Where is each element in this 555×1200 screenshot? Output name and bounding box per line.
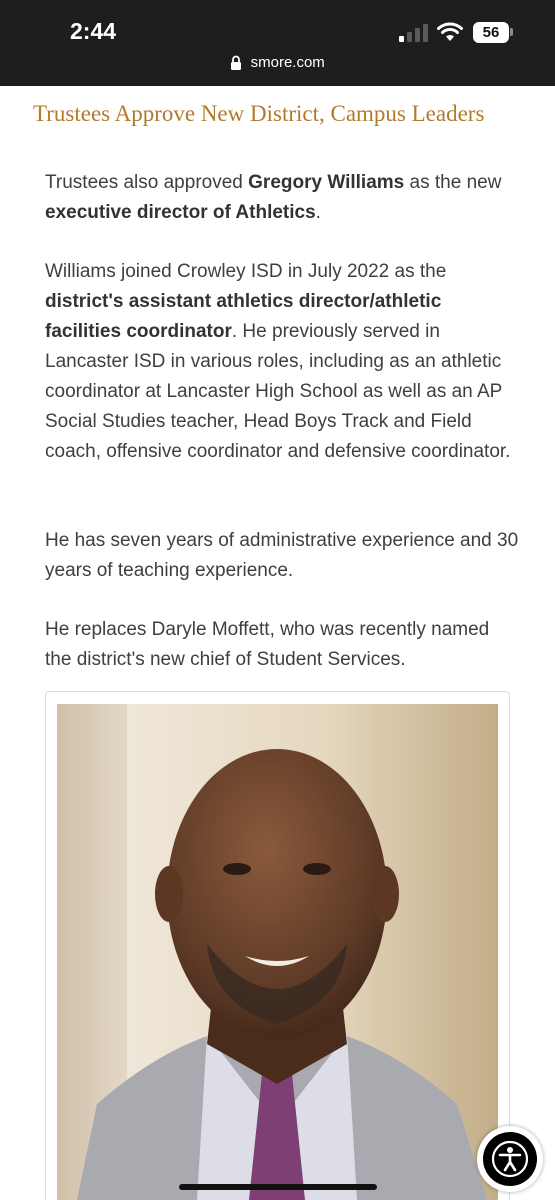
lock-icon [230,55,242,70]
text-run: Trustees also approved [45,172,249,193]
accessibility-button[interactable] [477,1126,543,1192]
text-run: as the new [404,172,502,193]
bold-title: executive director of Athletics [45,202,316,223]
battery-nub [510,28,513,36]
paragraph-experience: He has seven years of administrative experience and 30 years of teaching experience. [45,530,519,581]
bold-role: district's assistant athletics director/athletic facilities coordinator [45,291,442,342]
url-bar[interactable] [0,54,555,78]
accessibility-icon-bg [483,1132,537,1186]
battery-level: 56 [482,24,500,41]
cellular-signal-icon [399,24,429,42]
portrait-photo [57,704,498,1200]
status-bar [0,0,555,86]
paragraph-replaces: He replaces Daryle Moffett, who was recently named the district's new chief of Student Services. [45,619,490,670]
wifi-icon [437,22,463,42]
text-run: Williams joined Crowley ISD in July 2022 as the [45,261,447,282]
paragraph-background [45,257,520,467]
text-run: . He previously served in Lancaster ISD in various roles, including as an athletic coordinator at Lancaster High School as well as an AP Social Studies teacher, Head Boys Track and Field coach, offensive coordinator and defensive coordinator. [45,321,511,462]
paragraph-appointment [45,168,520,228]
article-headline: Trustees Approve New District, Campus Leaders [33,101,485,126]
bold-name: Gregory Williams [248,172,405,193]
status-time: 2:44 [70,18,117,44]
home-indicator [179,1184,377,1190]
battery-icon [473,22,509,43]
text-run: . [315,202,321,223]
url-text: smore.com [250,54,325,72]
accessibility-icon [491,1140,529,1178]
